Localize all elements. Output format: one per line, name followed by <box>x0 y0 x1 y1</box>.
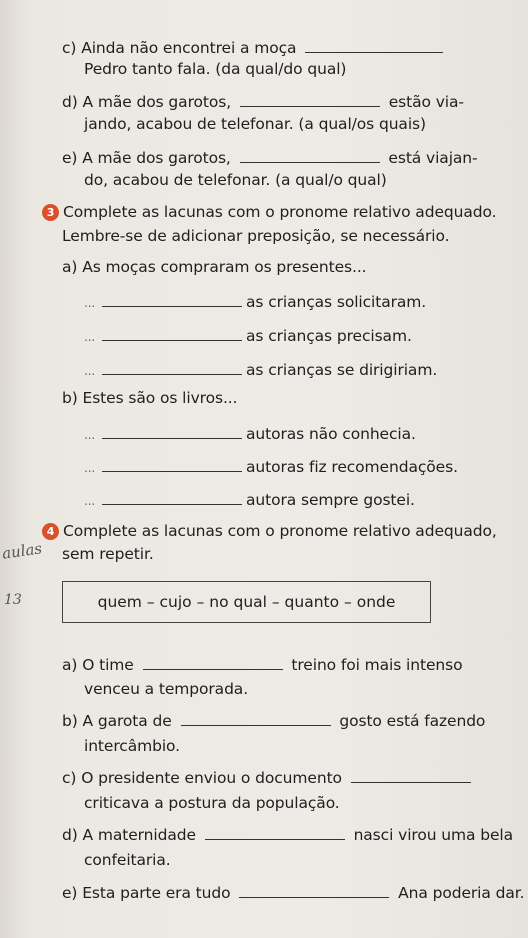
exercise-number-badge: 4 <box>42 523 59 540</box>
handwritten-note: aulas <box>0 539 44 563</box>
item-e-line2: do, acabou de telefonar. (a qual/o qual) <box>84 171 387 189</box>
word-bank-box: quem – cujo – no qual – quanto – onde <box>62 581 431 623</box>
blank-e[interactable] <box>240 147 380 163</box>
blank-3a-3[interactable] <box>102 359 242 375</box>
ex4-a-line1: a) O time treino foi mais intenso <box>62 656 463 674</box>
ex3-b-row-3: ... autora sempre gostei. <box>84 491 415 509</box>
item-e-line1: e) A mãe dos garotos, está viajan- <box>62 149 478 167</box>
blank-4b[interactable] <box>181 710 331 726</box>
ex4-a-line2: venceu a temporada. <box>84 680 249 698</box>
ex4-c-line2: criticava a postura da população. <box>84 794 340 812</box>
blank-3b-2[interactable] <box>102 456 242 472</box>
item-c-line1: c) Ainda não encontrei a moça <box>62 37 447 57</box>
ex3-b-row-1: ... autoras não conhecia. <box>84 425 416 443</box>
item-c-line2: Pedro tanto fala. (da qual/do qual) <box>84 60 347 78</box>
blank-3a-2[interactable] <box>102 325 242 341</box>
exercise-3-instruction: Lembre-se de adicionar preposição, se necessário. <box>62 227 450 245</box>
ex4-d-line2: confeitaria. <box>84 851 171 869</box>
ex3-a-row-3: ... as crianças se dirigiriam. <box>84 361 438 379</box>
ex4-b-line1: b) A garota de gosto está fazendo <box>62 712 486 730</box>
blank-3b-1[interactable] <box>102 423 242 439</box>
blank-4c[interactable] <box>351 767 471 783</box>
ex3-b-prompt: b) Estes são os livros... <box>62 389 238 407</box>
ex4-e-line1: e) Esta parte era tudo Ana poderia dar. <box>62 884 525 902</box>
handwritten-mark: 13 <box>4 592 22 608</box>
blank-4e[interactable] <box>239 882 389 898</box>
ex4-c-line1: c) O presidente enviou o documento <box>62 767 475 787</box>
ex3-a-row-1: ... as crianças solicitaram. <box>84 293 427 311</box>
ex3-a-prompt: a) As moças compraram os presentes... <box>62 258 367 276</box>
ex3-b-row-2: ... autoras fiz recomendações. <box>84 458 458 476</box>
exercise-4-title: 4 Complete as lacunas com o pronome relativo adequado, <box>42 522 497 540</box>
exercise-3-title: 3 Complete as lacunas com o pronome relativo adequado. <box>42 203 496 221</box>
ex4-b-line2: intercâmbio. <box>84 737 180 755</box>
exercise-number-badge: 3 <box>42 204 59 221</box>
blank-4a[interactable] <box>143 654 283 670</box>
item-d-line2: jando, acabou de telefonar. (a qual/os quais) <box>84 115 426 133</box>
exercise-4-instruction: sem repetir. <box>62 545 154 563</box>
blank-3b-3[interactable] <box>102 489 242 505</box>
ex4-d-line1: d) A maternidade nasci virou uma bela <box>62 826 513 844</box>
ex3-a-row-2: ... as crianças precisam. <box>84 327 412 345</box>
blank-4d[interactable] <box>205 824 345 840</box>
blank-d[interactable] <box>240 91 380 107</box>
blank-c[interactable] <box>305 37 443 53</box>
item-d-line1: d) A mãe dos garotos, estão via- <box>62 93 464 111</box>
blank-3a-1[interactable] <box>102 291 242 307</box>
